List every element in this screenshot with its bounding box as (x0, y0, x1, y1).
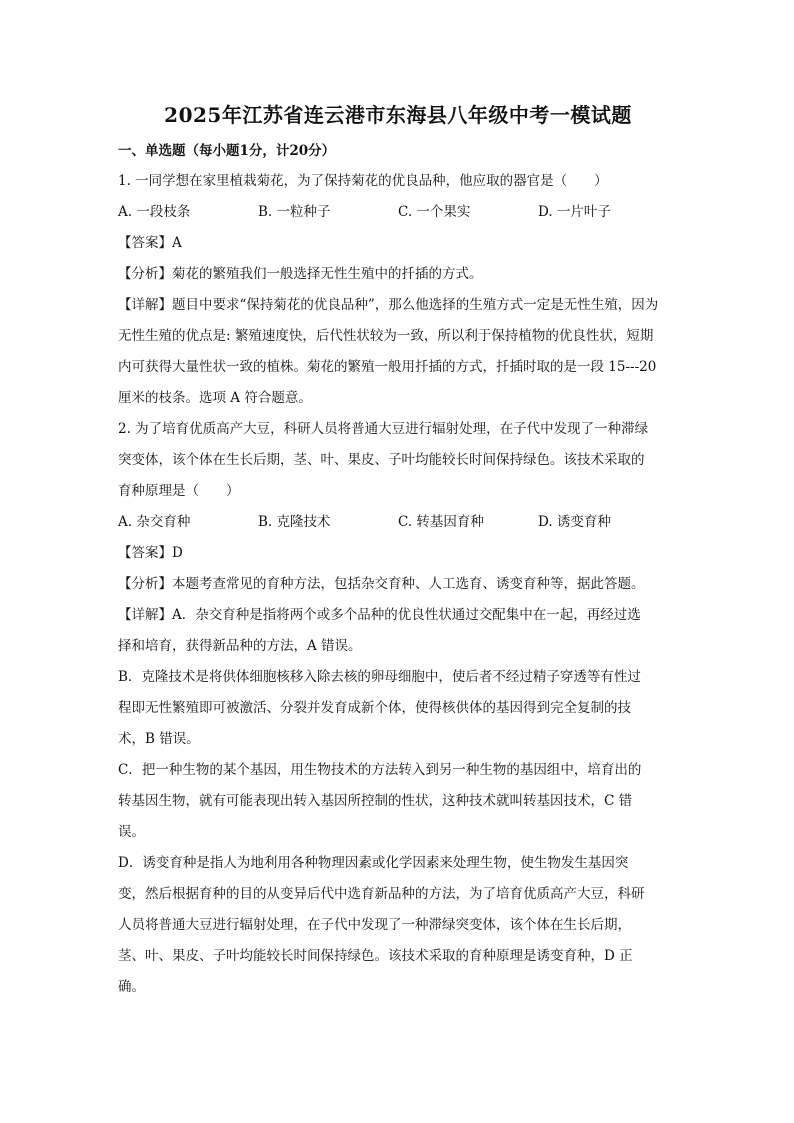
q2-detail-line: 人员将普通大豆进行辐射处理，在子代中发现了一种滞绿突变体，该个体在生长后期， (118, 917, 631, 933)
page-title: 2025年江苏省连云港市东海县八年级中考一模试题 (164, 103, 632, 127)
q2-detail-line: 程即无性繁殖即可被激活、分裂并发育成新个体，使得核供体的基因得到完全复制的技 (118, 700, 631, 716)
q2-option-a: A. 杂交育种 (118, 514, 191, 530)
q1-options (118, 197, 678, 228)
q2-detail-line: C．把一种生物的某个基因，用生物技术的方法转入到另一种生物的基因组中，培育出的 (118, 762, 642, 778)
q2-detail-line: D．诱变育种是指人为地利用各种物理因素或化学因素来处理生物，使生物发生基因突 (118, 855, 629, 871)
section-heading: 一、单选题（每小题1分，计20分） (118, 143, 336, 159)
q1-option-a: A. 一段枝条 (118, 204, 191, 220)
q1-analysis: 【分析】菊花的繁殖我们一般选择无性生殖中的扦插的方式。 (118, 266, 483, 282)
q1-option-b: B. 一粒种子 (258, 204, 331, 220)
q2-detail-line: B．克隆技术是将供体细胞核移入除去核的卵母细胞中，使后者不经过精子穿透等有性过 (118, 669, 641, 685)
q2-stem-line: 2. 为了培育优质高产大豆，科研人员将普通大豆进行辐射处理，在子代中发现了一种滞绿 (118, 421, 649, 437)
q2-options (118, 507, 678, 538)
q2-detail-line: 误。 (118, 824, 145, 840)
q2-analysis: 【分析】本题考查常见的育种方法，包括杂交育种、人工选育、诱变育种等，据此答题。 (118, 576, 645, 592)
q1-answer: 【答案】A (118, 235, 182, 251)
q1-option-d: D. 一片叶子 (538, 204, 611, 220)
q1-detail-line: 【详解】题目中要求“保持菊花的优良品种”，那么他选择的生殖方式一定是无性生殖，因为 (118, 297, 659, 313)
q1-option-c: C. 一个果实 (398, 204, 471, 220)
q2-answer: 【答案】D (118, 545, 183, 561)
q1-detail-line: 厘米的枝条。选项 A 符合题意。 (118, 390, 312, 406)
q1-detail-line: 内可获得大量性状一致的植株。菊花的繁殖一般用扦插的方式，扦插时取的是一段 15---20 (118, 359, 657, 375)
q1-stem: 1. 一同学想在家里植栽菊花，为了保持菊花的优良品种，他应取的器官是（ ） (118, 173, 608, 189)
q2-detail-line: 茎、叶、果皮、子叶均能较长时间保持绿色。该技术采取的育种原理是诱变育种，D 正 (118, 948, 633, 964)
q2-detail-line: 【详解】A．杂交育种是指将两个或多个品种的优良性状通过交配集中在一起，再经过选 (118, 607, 641, 623)
q2-option-c: C. 转基因育种 (398, 514, 484, 530)
q2-option-d: D. 诱变育种 (538, 514, 611, 530)
q2-detail-line: 确。 (118, 979, 145, 995)
q1-detail-line: 无性生殖的优点是: 繁殖速度快，后代性状较为一致，所以利于保持植物的优良性状，短期 (118, 328, 654, 344)
q2-stem-line: 育种原理是（ ） (118, 483, 240, 499)
document-page (118, 100, 678, 1003)
q2-detail-line: 变，然后根据育种的目的从变异后代中选育新品种的方法，为了培育优质高产大豆，科研 (118, 886, 645, 902)
q2-detail-line: 术，B 错误。 (118, 731, 200, 747)
q2-stem-line: 突变体，该个体在生长后期，茎、叶、果皮、子叶均能较长时间保持绿色。该技术采取的 (118, 452, 645, 468)
q2-detail-line: 转基因生物，就有可能表现出转入基因所控制的性状，这种技术就叫转基因技术，C 错 (118, 793, 633, 809)
q2-option-b: B. 克隆技术 (258, 514, 331, 530)
q2-detail-line: 择和培育，获得新品种的方法，A 错误。 (118, 638, 362, 654)
